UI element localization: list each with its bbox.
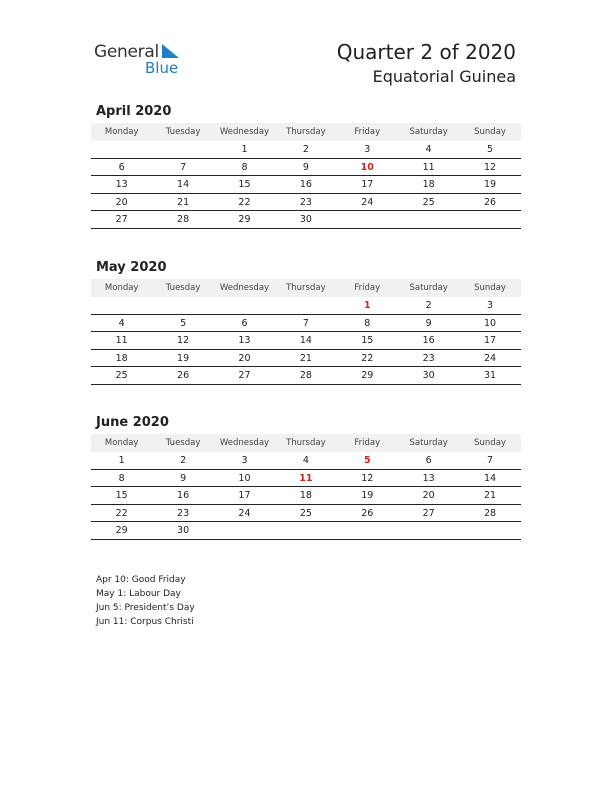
day-cell: 10 bbox=[238, 472, 251, 484]
day-cell: 30 bbox=[422, 370, 435, 381]
weekday-label: Wednesday bbox=[219, 127, 270, 137]
weekday-label: Tuesday bbox=[165, 438, 201, 448]
day-cell bbox=[152, 141, 213, 158]
day-cell: 29 bbox=[115, 525, 128, 536]
day-cell: 28 bbox=[483, 507, 497, 519]
day-cell: 8 bbox=[241, 161, 248, 173]
day-cell: 15 bbox=[361, 335, 374, 346]
day-cell: 3 bbox=[487, 300, 494, 311]
day-cell: 12 bbox=[361, 472, 374, 484]
logo-triangle-icon bbox=[162, 44, 179, 58]
day-cell: 24 bbox=[361, 196, 374, 208]
day-cell bbox=[275, 522, 336, 539]
day-cell: 20 bbox=[238, 352, 251, 364]
day-cell: 9 bbox=[180, 472, 187, 484]
week-row bbox=[91, 452, 521, 470]
day-cell: 18 bbox=[115, 352, 128, 364]
day-cell: 7 bbox=[487, 455, 494, 466]
week-row bbox=[91, 332, 521, 350]
week-row bbox=[91, 522, 521, 540]
day-cell: 5 bbox=[363, 455, 371, 466]
day-cell: 16 bbox=[299, 179, 312, 190]
holiday-list bbox=[96, 573, 195, 629]
holiday-item: Jun 5: President’s Day bbox=[96, 603, 195, 613]
day-cell: 18 bbox=[422, 179, 435, 190]
day-cell: 25 bbox=[115, 370, 128, 381]
weekday-label: Tuesday bbox=[165, 283, 201, 293]
day-cell: 14 bbox=[483, 472, 497, 484]
week-row bbox=[91, 315, 521, 333]
day-cell: 29 bbox=[238, 214, 251, 225]
day-cell: 25 bbox=[422, 196, 435, 208]
day-cell bbox=[398, 522, 459, 539]
weekday-label: Wednesday bbox=[219, 283, 270, 293]
day-cell: 21 bbox=[483, 490, 497, 501]
week-row bbox=[91, 367, 521, 385]
day-cell: 4 bbox=[302, 455, 309, 466]
weekday-label: Tuesday bbox=[165, 127, 201, 137]
day-cell bbox=[398, 211, 459, 228]
day-cell: 31 bbox=[483, 370, 497, 381]
day-cell: 4 bbox=[118, 317, 125, 329]
day-cell bbox=[91, 141, 152, 158]
calendar-april bbox=[91, 104, 521, 229]
day-cell: 8 bbox=[364, 317, 371, 329]
day-cell: 22 bbox=[238, 196, 251, 208]
day-cell bbox=[337, 211, 398, 228]
weekday-header bbox=[91, 279, 521, 297]
weekday-label: Wednesday bbox=[219, 438, 270, 448]
day-cell: 28 bbox=[177, 214, 190, 225]
day-cell: 17 bbox=[238, 490, 251, 501]
logo-general-text: General bbox=[94, 42, 159, 62]
day-cell: 20 bbox=[422, 490, 435, 501]
weekday-label: Friday bbox=[354, 127, 381, 137]
day-cell bbox=[337, 522, 398, 539]
day-cell: 13 bbox=[238, 335, 251, 346]
holiday-item: Jun 11: Corpus Christi bbox=[96, 617, 194, 627]
day-cell: 11 bbox=[422, 161, 435, 173]
day-cell bbox=[275, 297, 336, 314]
holiday-item: Apr 10: Good Friday bbox=[96, 575, 186, 585]
week-row bbox=[91, 176, 521, 194]
day-cell: 16 bbox=[177, 490, 190, 501]
weekday-label: Monday bbox=[104, 438, 139, 448]
weekday-label: Thursday bbox=[286, 438, 326, 448]
day-cell: 22 bbox=[115, 507, 128, 519]
day-cell: 12 bbox=[177, 335, 190, 346]
weekday-label: Sunday bbox=[474, 127, 506, 137]
day-cell: 3 bbox=[241, 455, 248, 466]
day-cell bbox=[459, 211, 520, 228]
day-cell: 27 bbox=[115, 214, 128, 225]
weekday-label: Monday bbox=[104, 127, 139, 137]
day-cell: 21 bbox=[299, 352, 312, 364]
day-cell: 13 bbox=[115, 179, 128, 190]
week-row bbox=[91, 350, 521, 368]
weekday-label: Saturday bbox=[409, 127, 448, 137]
day-cell: 23 bbox=[299, 196, 312, 208]
day-cell: 22 bbox=[361, 352, 374, 364]
day-cell: 9 bbox=[425, 317, 432, 329]
day-cell: 29 bbox=[361, 370, 374, 381]
day-cell: 17 bbox=[483, 335, 497, 346]
weekday-label: Thursday bbox=[286, 127, 326, 137]
day-cell: 30 bbox=[177, 525, 190, 536]
day-cell: 20 bbox=[115, 196, 128, 208]
day-cell: 21 bbox=[177, 196, 190, 208]
page-title: Quarter 2 of 2020 bbox=[336, 40, 516, 64]
day-cell: 19 bbox=[361, 490, 374, 501]
holiday-item: May 1: Labour Day bbox=[96, 589, 181, 599]
day-cell bbox=[91, 297, 152, 314]
day-cell: 24 bbox=[238, 507, 251, 519]
day-cell: 1 bbox=[241, 144, 248, 155]
day-cell: 4 bbox=[425, 144, 432, 155]
day-cell: 14 bbox=[299, 335, 312, 346]
day-cell: 7 bbox=[302, 317, 309, 329]
day-cell: 5 bbox=[487, 144, 494, 155]
day-cell: 17 bbox=[361, 179, 374, 190]
day-cell: 11 bbox=[115, 335, 128, 346]
day-cell: 2 bbox=[180, 455, 187, 466]
day-cell bbox=[459, 522, 520, 539]
week-row bbox=[91, 194, 521, 212]
day-cell: 23 bbox=[422, 352, 435, 364]
week-row bbox=[91, 470, 521, 488]
day-cell: 2 bbox=[425, 300, 432, 311]
logo-blue-text: Blue bbox=[145, 59, 179, 77]
day-cell: 13 bbox=[422, 472, 435, 484]
day-cell: 6 bbox=[425, 455, 432, 466]
day-cell: 1 bbox=[363, 300, 371, 311]
day-cell: 5 bbox=[180, 317, 187, 329]
day-cell: 24 bbox=[483, 352, 497, 364]
calendar-june bbox=[91, 415, 521, 540]
day-cell: 11 bbox=[299, 472, 313, 484]
day-cell: 10 bbox=[360, 161, 374, 173]
day-cell: 19 bbox=[483, 179, 497, 190]
calendar-may bbox=[91, 260, 521, 385]
page-subtitle: Equatorial Guinea bbox=[372, 67, 516, 86]
week-row bbox=[91, 159, 521, 177]
weekday-label: Sunday bbox=[474, 283, 506, 293]
day-cell: 1 bbox=[118, 455, 125, 466]
month-title: May 2020 bbox=[96, 260, 167, 275]
week-row bbox=[91, 211, 521, 229]
weekday-label: Friday bbox=[354, 283, 381, 293]
day-cell: 8 bbox=[118, 472, 125, 484]
day-cell: 19 bbox=[177, 352, 190, 364]
generalblue-logo bbox=[94, 40, 194, 80]
day-cell: 10 bbox=[483, 317, 497, 329]
day-cell bbox=[214, 297, 275, 314]
day-cell: 15 bbox=[115, 490, 128, 501]
week-row bbox=[91, 487, 521, 505]
week-row bbox=[91, 297, 521, 315]
weekday-label: Saturday bbox=[409, 283, 448, 293]
day-cell: 27 bbox=[422, 507, 435, 519]
day-cell: 30 bbox=[299, 214, 312, 225]
day-cell: 6 bbox=[241, 317, 248, 329]
weekday-label: Monday bbox=[104, 283, 139, 293]
day-cell: 23 bbox=[177, 507, 190, 519]
day-cell: 6 bbox=[118, 161, 125, 173]
day-cell bbox=[214, 522, 275, 539]
week-row bbox=[91, 505, 521, 523]
week-row bbox=[91, 141, 521, 159]
day-cell: 28 bbox=[299, 370, 312, 381]
day-cell: 9 bbox=[302, 161, 309, 173]
day-cell: 26 bbox=[177, 370, 190, 381]
weekday-header bbox=[91, 434, 521, 452]
day-cell: 14 bbox=[177, 179, 190, 190]
weekday-label: Sunday bbox=[474, 438, 506, 448]
weekday-label: Saturday bbox=[409, 438, 448, 448]
weekday-header bbox=[91, 123, 521, 141]
month-title: April 2020 bbox=[96, 104, 172, 119]
day-cell: 7 bbox=[180, 161, 187, 173]
month-title: June 2020 bbox=[96, 415, 169, 430]
day-cell: 26 bbox=[483, 196, 497, 208]
day-cell: 12 bbox=[483, 161, 497, 173]
day-cell: 16 bbox=[422, 335, 435, 346]
day-cell bbox=[152, 297, 213, 314]
weekday-label: Friday bbox=[354, 438, 381, 448]
day-cell: 15 bbox=[238, 179, 251, 190]
day-cell: 2 bbox=[302, 144, 309, 155]
day-cell: 3 bbox=[364, 144, 371, 155]
day-cell: 27 bbox=[238, 370, 251, 381]
day-cell: 18 bbox=[299, 490, 312, 501]
day-cell: 25 bbox=[299, 507, 312, 519]
day-cell: 26 bbox=[361, 507, 374, 519]
weekday-label: Thursday bbox=[286, 283, 326, 293]
